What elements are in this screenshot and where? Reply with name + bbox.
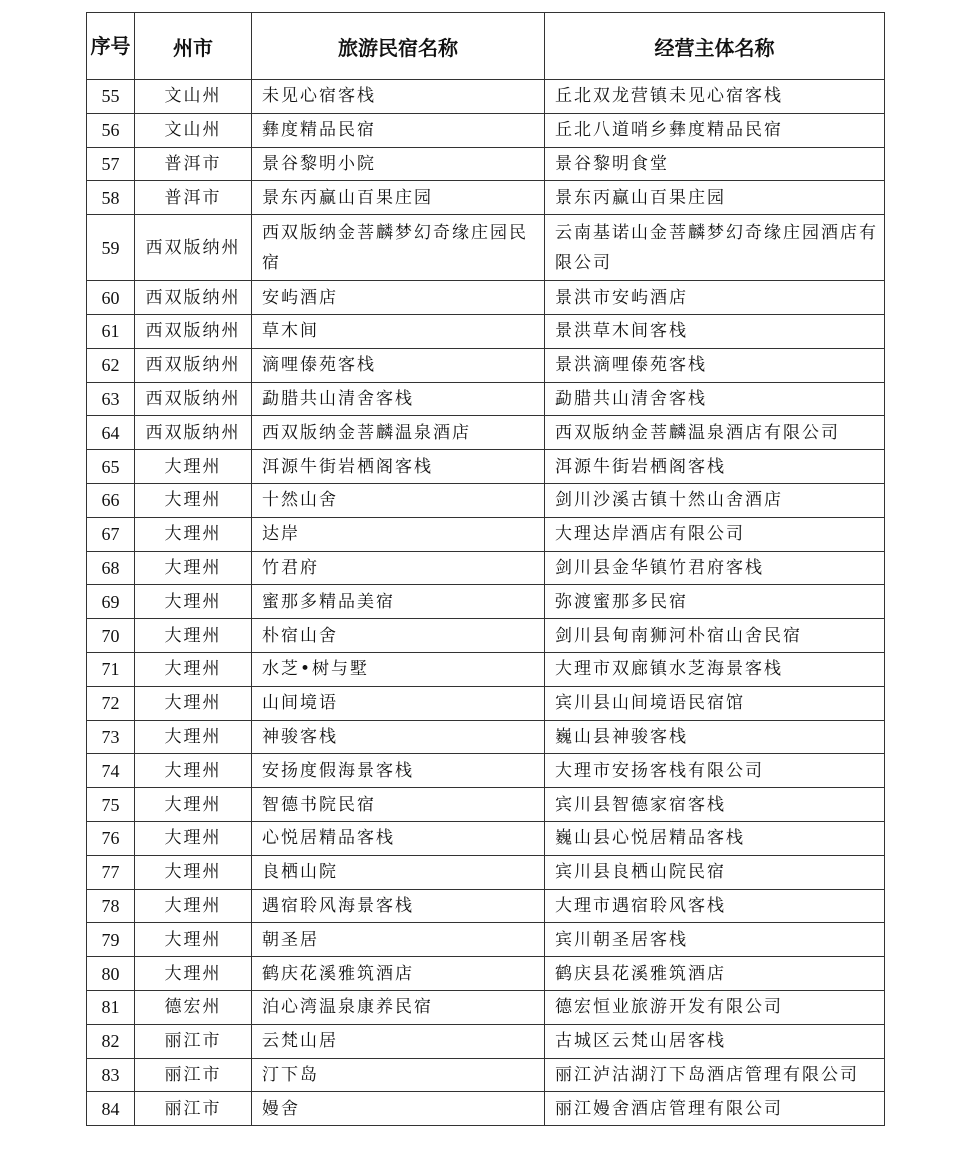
cell-homestay-name: 达岸 xyxy=(252,517,545,551)
cell-prefecture: 德宏州 xyxy=(135,990,252,1024)
cell-no: 58 xyxy=(87,181,135,215)
cell-no: 55 xyxy=(87,80,135,114)
table-row xyxy=(87,754,885,788)
cell-prefecture: 大理州 xyxy=(135,889,252,923)
cell-no: 62 xyxy=(87,348,135,382)
cell-homestay-name: 水芝•树与墅 xyxy=(252,652,545,686)
table-row xyxy=(87,889,885,923)
table-row xyxy=(87,348,885,382)
cell-prefecture: 西双版纳州 xyxy=(135,314,252,348)
cell-prefecture: 文山州 xyxy=(135,80,252,114)
cell-no: 81 xyxy=(87,990,135,1024)
cell-no: 82 xyxy=(87,1024,135,1058)
cell-homestay-name: 竹君府 xyxy=(252,551,545,585)
cell-prefecture: 丽江市 xyxy=(135,1024,252,1058)
cell-homestay-name: 草木间 xyxy=(252,314,545,348)
cell-homestay-name: 安扬度假海景客栈 xyxy=(252,754,545,788)
cell-prefecture: 大理州 xyxy=(135,450,252,484)
cell-homestay-name: 鹤庆花溪雅筑酒店 xyxy=(252,957,545,991)
table-header-row xyxy=(87,13,885,80)
cell-operator-name: 剑川县甸南狮河朴宿山舍民宿 xyxy=(545,619,885,653)
cell-prefecture: 大理州 xyxy=(135,821,252,855)
cell-no: 79 xyxy=(87,923,135,957)
cell-prefecture: 大理州 xyxy=(135,720,252,754)
cell-prefecture: 西双版纳州 xyxy=(135,348,252,382)
cell-operator-name: 剑川沙溪古镇十然山舍酒店 xyxy=(545,483,885,517)
cell-prefecture: 大理州 xyxy=(135,855,252,889)
cell-operator-name: 大理市双廊镇水芝海景客栈 xyxy=(545,652,885,686)
table-row xyxy=(87,855,885,889)
cell-operator-name: 景谷黎明食堂 xyxy=(545,147,885,181)
table-row xyxy=(87,788,885,822)
cell-operator-name: 古城区云梵山居客栈 xyxy=(545,1024,885,1058)
cell-homestay-name: 勐腊共山清舍客栈 xyxy=(252,382,545,416)
table-row xyxy=(87,551,885,585)
cell-homestay-name: 滴哩傣苑客栈 xyxy=(252,348,545,382)
table-body xyxy=(87,80,885,1126)
cell-homestay-name: 嫚舍 xyxy=(252,1092,545,1126)
cell-homestay-name: 未见心宿客栈 xyxy=(252,80,545,114)
cell-prefecture: 大理州 xyxy=(135,483,252,517)
cell-prefecture: 大理州 xyxy=(135,754,252,788)
table-row xyxy=(87,990,885,1024)
table-row xyxy=(87,821,885,855)
table-row xyxy=(87,450,885,484)
cell-prefecture: 大理州 xyxy=(135,551,252,585)
cell-prefecture: 大理州 xyxy=(135,686,252,720)
cell-operator-name: 大理市遇宿聆风客栈 xyxy=(545,889,885,923)
cell-no: 72 xyxy=(87,686,135,720)
cell-operator-name: 洱源牛街岩栖阁客栈 xyxy=(545,450,885,484)
cell-prefecture: 西双版纳州 xyxy=(135,416,252,450)
cell-prefecture: 丽江市 xyxy=(135,1092,252,1126)
cell-homestay-name: 西双版纳金菩麟梦幻奇缘庄园民宿 xyxy=(252,215,545,281)
cell-homestay-name: 泊心湾温泉康养民宿 xyxy=(252,990,545,1024)
cell-no: 80 xyxy=(87,957,135,991)
cell-operator-name: 剑川县金华镇竹君府客栈 xyxy=(545,551,885,585)
cell-homestay-name: 山间境语 xyxy=(252,686,545,720)
cell-no: 66 xyxy=(87,483,135,517)
cell-homestay-name: 云梵山居 xyxy=(252,1024,545,1058)
cell-operator-name: 宾川县良栖山院民宿 xyxy=(545,855,885,889)
cell-homestay-name: 安屿酒店 xyxy=(252,281,545,315)
table-row xyxy=(87,517,885,551)
cell-operator-name: 西双版纳金菩麟温泉酒店有限公司 xyxy=(545,416,885,450)
cell-homestay-name: 景东丙赢山百果庄园 xyxy=(252,181,545,215)
cell-prefecture: 西双版纳州 xyxy=(135,215,252,281)
cell-prefecture: 丽江市 xyxy=(135,1058,252,1092)
cell-homestay-name: 汀下岛 xyxy=(252,1058,545,1092)
cell-operator-name: 景洪市安屿酒店 xyxy=(545,281,885,315)
cell-no: 77 xyxy=(87,855,135,889)
cell-no: 57 xyxy=(87,147,135,181)
cell-operator-name: 景洪滴哩傣苑客栈 xyxy=(545,348,885,382)
table-row xyxy=(87,215,885,281)
cell-no: 76 xyxy=(87,821,135,855)
cell-no: 83 xyxy=(87,1058,135,1092)
cell-homestay-name: 朝圣居 xyxy=(252,923,545,957)
header-homestay-name: 旅游民宿名称 xyxy=(252,13,545,80)
cell-operator-name: 景洪草木间客栈 xyxy=(545,314,885,348)
table-row xyxy=(87,314,885,348)
cell-prefecture: 普洱市 xyxy=(135,181,252,215)
cell-prefecture: 大理州 xyxy=(135,923,252,957)
cell-homestay-name: 十然山舍 xyxy=(252,483,545,517)
cell-homestay-name: 景谷黎明小院 xyxy=(252,147,545,181)
cell-operator-name: 巍山县神骏客栈 xyxy=(545,720,885,754)
cell-homestay-name: 洱源牛街岩栖阁客栈 xyxy=(252,450,545,484)
table-row xyxy=(87,619,885,653)
cell-prefecture: 大理州 xyxy=(135,788,252,822)
table-row xyxy=(87,923,885,957)
cell-no: 68 xyxy=(87,551,135,585)
cell-operator-name: 宾川县智德家宿客栈 xyxy=(545,788,885,822)
cell-prefecture: 大理州 xyxy=(135,652,252,686)
table-row xyxy=(87,652,885,686)
cell-operator-name: 丘北双龙营镇未见心宿客栈 xyxy=(545,80,885,114)
header-prefecture: 州市 xyxy=(135,13,252,80)
cell-prefecture: 西双版纳州 xyxy=(135,382,252,416)
cell-no: 59 xyxy=(87,215,135,281)
cell-operator-name: 丽江嫚舍酒店管理有限公司 xyxy=(545,1092,885,1126)
cell-operator-name: 勐腊共山清舍客栈 xyxy=(545,382,885,416)
table-row xyxy=(87,686,885,720)
cell-no: 56 xyxy=(87,113,135,147)
cell-no: 63 xyxy=(87,382,135,416)
cell-no: 69 xyxy=(87,585,135,619)
cell-homestay-name: 遇宿聆风海景客栈 xyxy=(252,889,545,923)
table-row xyxy=(87,416,885,450)
cell-no: 73 xyxy=(87,720,135,754)
cell-no: 70 xyxy=(87,619,135,653)
cell-no: 65 xyxy=(87,450,135,484)
cell-operator-name: 鹤庆县花溪雅筑酒店 xyxy=(545,957,885,991)
cell-operator-name: 景东丙赢山百果庄园 xyxy=(545,181,885,215)
cell-homestay-name: 朴宿山舍 xyxy=(252,619,545,653)
cell-operator-name: 云南基诺山金菩麟梦幻奇缘庄园酒店有限公司 xyxy=(545,215,885,281)
table-row xyxy=(87,585,885,619)
cell-no: 67 xyxy=(87,517,135,551)
table-row xyxy=(87,1024,885,1058)
table-row xyxy=(87,483,885,517)
cell-prefecture: 西双版纳州 xyxy=(135,281,252,315)
cell-operator-name: 弥渡蜜那多民宿 xyxy=(545,585,885,619)
cell-operator-name: 丘北八道哨乡彝度精品民宿 xyxy=(545,113,885,147)
homestay-table xyxy=(86,12,885,1126)
table-row xyxy=(87,1092,885,1126)
cell-homestay-name: 西双版纳金菩麟温泉酒店 xyxy=(252,416,545,450)
table-row xyxy=(87,147,885,181)
cell-operator-name: 大理达岸酒店有限公司 xyxy=(545,517,885,551)
cell-operator-name: 宾川朝圣居客栈 xyxy=(545,923,885,957)
cell-operator-name: 巍山县心悦居精品客栈 xyxy=(545,821,885,855)
cell-prefecture: 大理州 xyxy=(135,957,252,991)
cell-no: 71 xyxy=(87,652,135,686)
table-row xyxy=(87,382,885,416)
cell-no: 75 xyxy=(87,788,135,822)
cell-homestay-name: 彝度精品民宿 xyxy=(252,113,545,147)
cell-no: 74 xyxy=(87,754,135,788)
cell-operator-name: 宾川县山间境语民宿馆 xyxy=(545,686,885,720)
header-operator-name: 经营主体名称 xyxy=(545,13,885,80)
cell-homestay-name: 神骏客栈 xyxy=(252,720,545,754)
cell-operator-name: 丽江泸沽湖汀下岛酒店管理有限公司 xyxy=(545,1058,885,1092)
table-row xyxy=(87,80,885,114)
cell-no: 61 xyxy=(87,314,135,348)
cell-prefecture: 大理州 xyxy=(135,619,252,653)
table-row xyxy=(87,957,885,991)
cell-prefecture: 普洱市 xyxy=(135,147,252,181)
header-no: 序号 xyxy=(87,13,135,80)
table-row xyxy=(87,113,885,147)
cell-operator-name: 德宏恒业旅游开发有限公司 xyxy=(545,990,885,1024)
cell-prefecture: 大理州 xyxy=(135,585,252,619)
cell-homestay-name: 心悦居精品客栈 xyxy=(252,821,545,855)
cell-no: 84 xyxy=(87,1092,135,1126)
table-row xyxy=(87,1058,885,1092)
cell-homestay-name: 良栖山院 xyxy=(252,855,545,889)
table-row xyxy=(87,720,885,754)
cell-prefecture: 大理州 xyxy=(135,517,252,551)
cell-homestay-name: 智德书院民宿 xyxy=(252,788,545,822)
cell-operator-name: 大理市安扬客栈有限公司 xyxy=(545,754,885,788)
cell-homestay-name: 蜜那多精品美宿 xyxy=(252,585,545,619)
table-row xyxy=(87,181,885,215)
table-row xyxy=(87,281,885,315)
cell-prefecture: 文山州 xyxy=(135,113,252,147)
cell-no: 60 xyxy=(87,281,135,315)
cell-no: 64 xyxy=(87,416,135,450)
cell-no: 78 xyxy=(87,889,135,923)
